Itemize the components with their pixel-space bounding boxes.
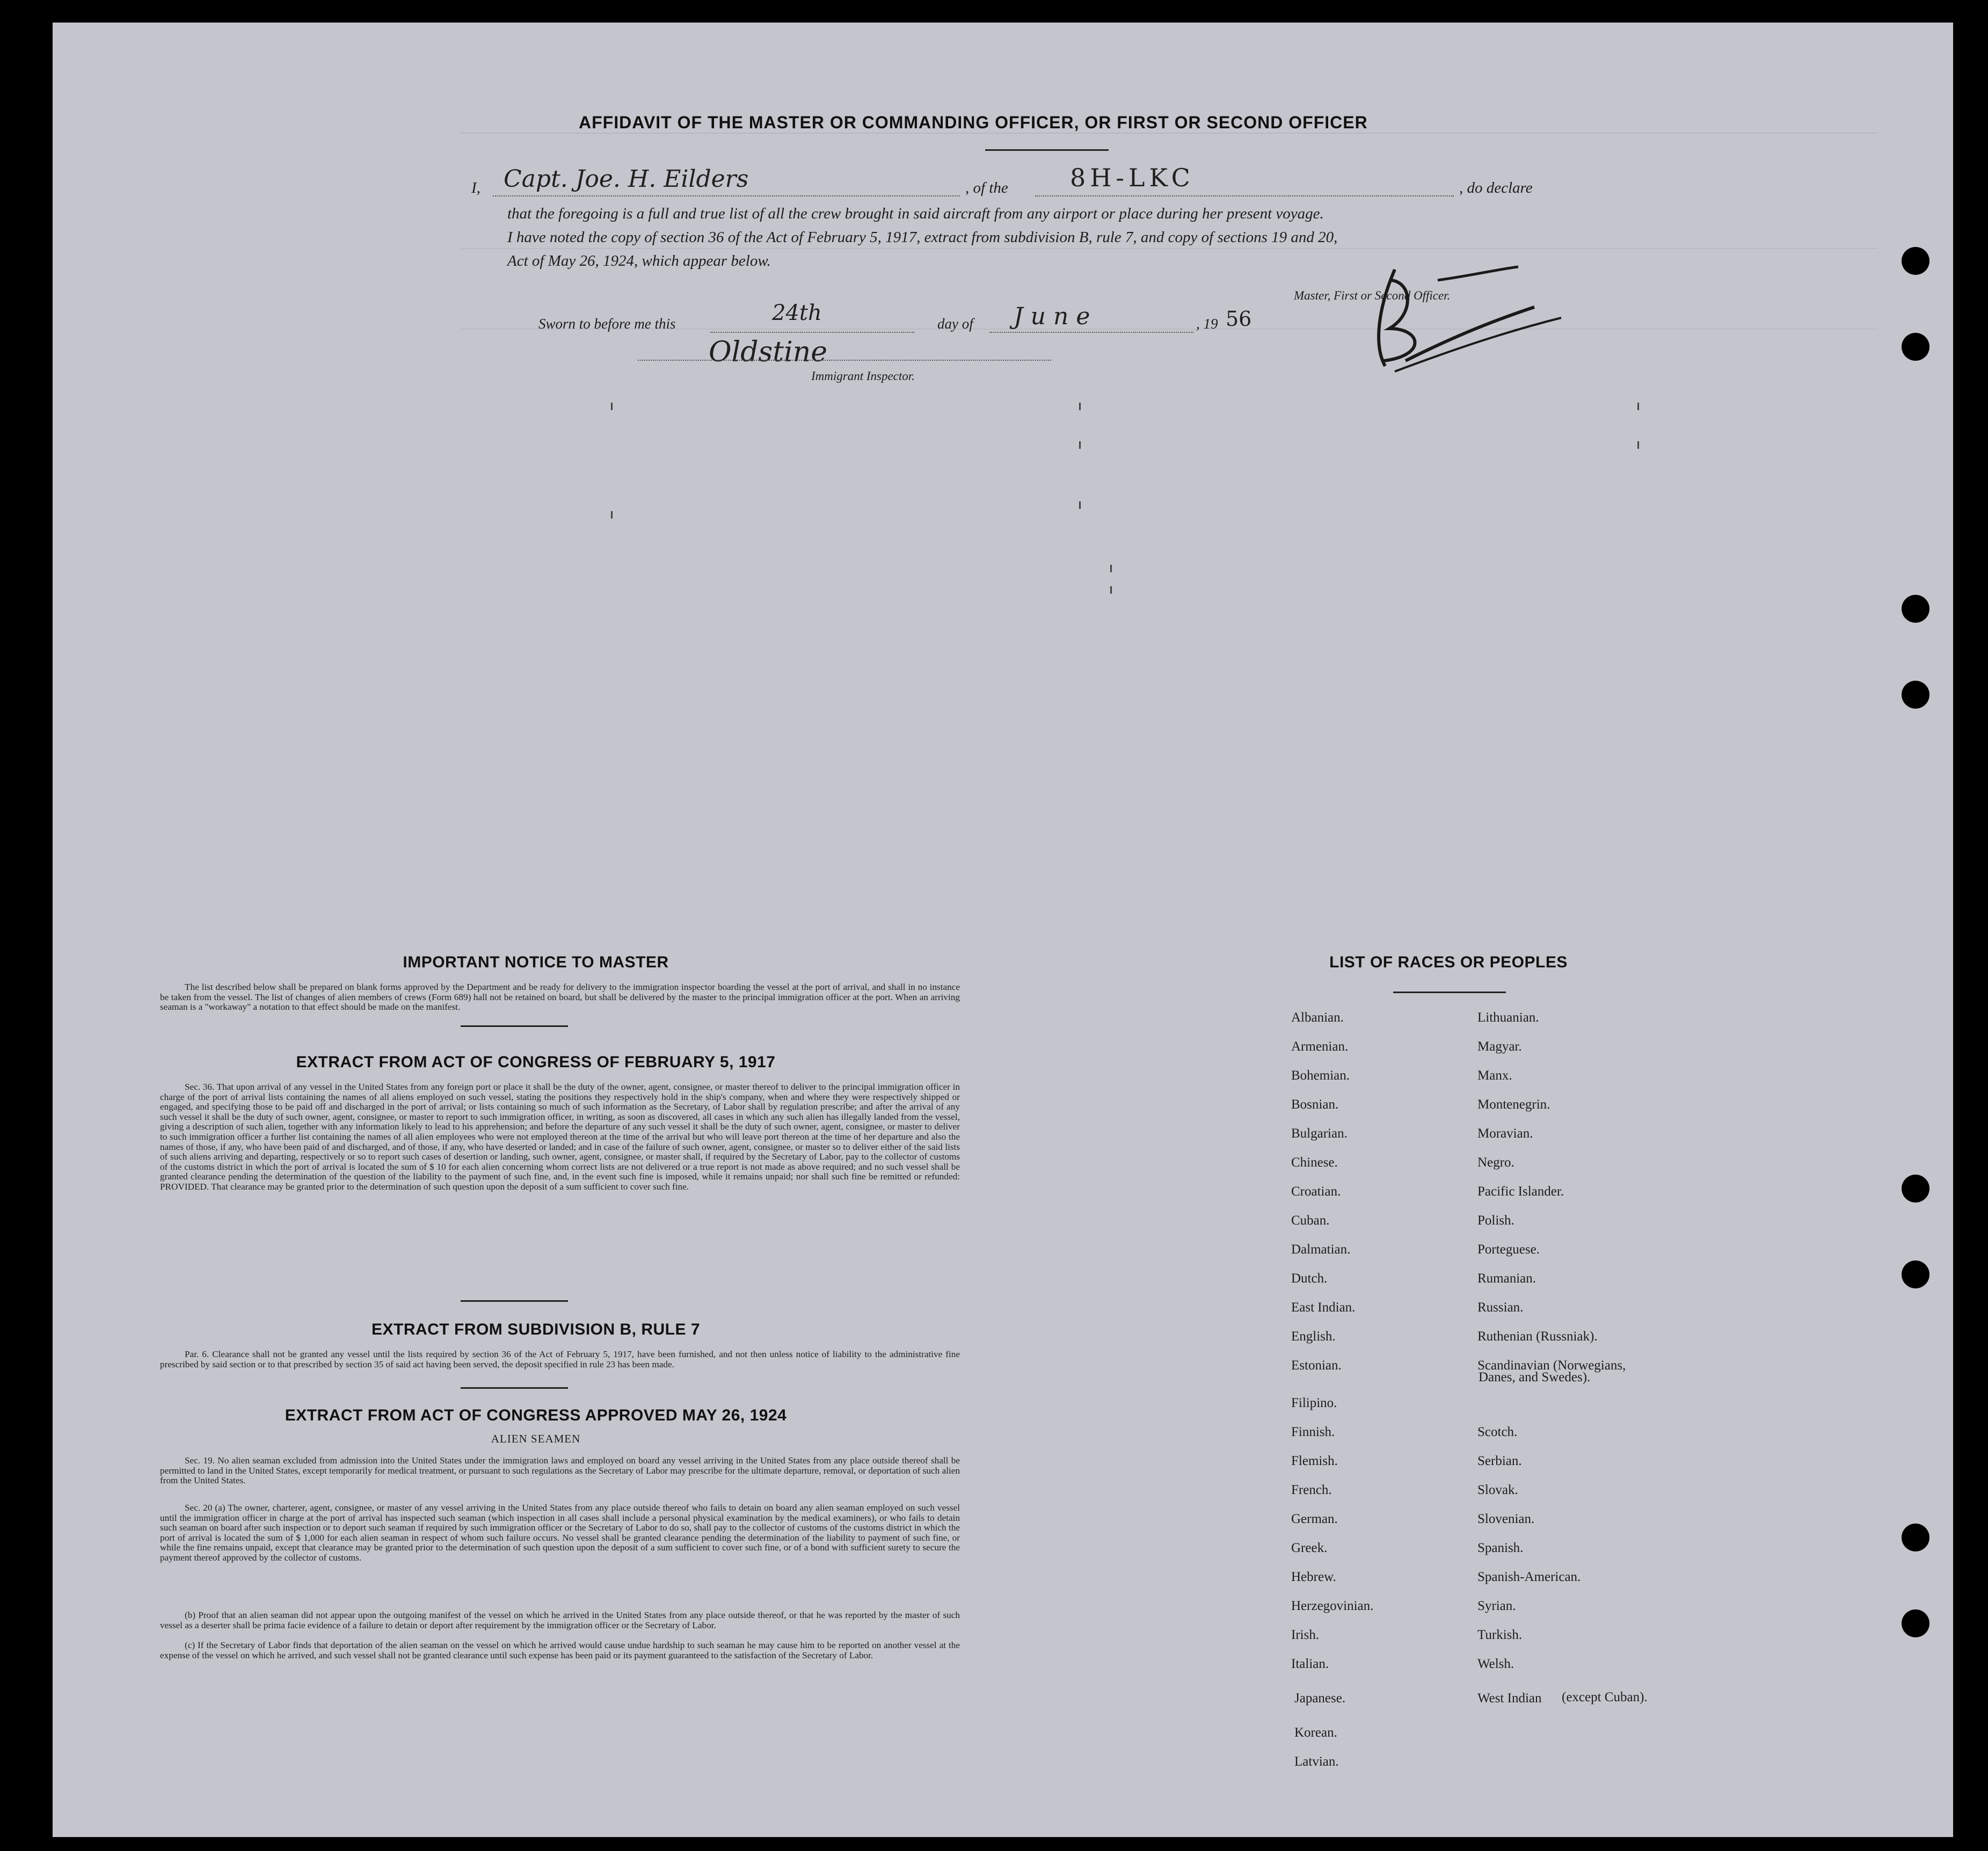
extract-1917-text: Sec. 36. That upon arrival of any vessel in the United States from any foreign port or place it shall be the duty of the owner, agent, consignee, or master thereof to deliver to the principal immigration officer in charge of the port of arrival lists containing the names of all aliens employed on such vessel, stating the positions they respectively hold in the ship's company, when and where they were respectively shipped or engaged, and specifying those to be paid off and discharged in the port of arrival; or lists containing so much of such information as the Secretary, of Labor shall by regulation prescribe; and after the arrival of any such vessel it shall be the duty of such owner, agent, consignee, or master to report to such immigration officer, in writing, as soon as discovered, all cases in which any such alien has illegally landed from the vessel, giving a description of such alien, together with any information likely to lead to his apprehension; and before the departure of any such vessel it shall be the duty of such owner, agent, consignee, or master to deliver to such immigration officer a further list containing the names of all alien employees who were not employed thereon at the time of the arrival but who will leave port thereon at the time of her departure and also the names of those, if any, who have been paid of and discharged, and of those, if any, who have deserted or landed; and in case of the failure of such owner, agent, consignee, or master so to deliver either of the said lists of such aliens arriving and departing, respectively or so to report such cases of desertion or landing, such owner, agent, consignee, or master shall, if required by the Secretary of Labor, pay to the collector of customs of the customs district in which the port of arrival is located the sum of $ 10 for each alien concerning whom correct lists are not delivered or a true report is not made as above required; and no such vessel shall be granted clearance pending the determination of the question of the liability to the payment of such fine, and, in the event such fine is imposed, while it remains unpaid; nor shall such fine be remitted or refunded: PROVIDED. That clearance may be granted prior to the determination of such question upon the deposit of a sum sufficient to cover such fine.: [160, 1082, 960, 1192]
race-item: Negro.: [1477, 1155, 1514, 1170]
bleed-through-text: [428, 98, 434, 122]
inspector-blank: [638, 360, 1051, 361]
affidavit-title: AFFIDAVIT OF THE MASTER OR COMMANDING OFFICER, OR FIRST OR SECOND OFFICER: [579, 113, 1368, 132]
race-item: Russian.: [1477, 1300, 1524, 1315]
race-item: Pacific Islander.: [1477, 1184, 1564, 1199]
race-item: Irish.: [1291, 1628, 1320, 1642]
sworn-label: Sworn to before me this: [538, 316, 676, 332]
race-item: Japanese.: [1294, 1691, 1346, 1706]
race-item: Dalmatian.: [1291, 1242, 1351, 1257]
race-item: Rumanian.: [1477, 1271, 1536, 1286]
officer-label: Master, First or Second Officer.: [1294, 289, 1451, 302]
race-continuation: (except Cuban).: [1562, 1690, 1648, 1704]
race-item: Bulgarian.: [1291, 1126, 1348, 1141]
section-divider: [461, 1025, 568, 1027]
race-item: Italian.: [1291, 1657, 1329, 1671]
extract-rule7-text: Par. 6. Clearance shall not be granted any vessel until the lists required by section 36 of the Act of February 5, 1917, have been furnished, and not then unless notice of liability to the administrative fine prescribed by said section or to that prescribed by section 35 of said act having been served, the deposit specified in rule 23 has been made.: [160, 1349, 960, 1369]
race-item: Slovenian.: [1477, 1512, 1535, 1526]
race-item: Estonian.: [1291, 1358, 1342, 1373]
race-item: Armenian.: [1291, 1039, 1349, 1054]
binder-hole: [1902, 681, 1929, 709]
sworn-month-handwritten: June: [1014, 303, 1098, 330]
section-divider: [461, 1387, 568, 1389]
column-tick: [1637, 403, 1639, 410]
race-item: Ruthenian (Russniak).: [1477, 1329, 1598, 1344]
title-underline: [985, 149, 1109, 151]
inspector-label: Immigrant Inspector.: [811, 369, 915, 383]
race-item: Montenegrin.: [1477, 1097, 1550, 1112]
race-item: Dutch.: [1291, 1271, 1328, 1286]
race-item: Flemish.: [1291, 1454, 1338, 1468]
aircraft-id-handwritten: 8H-LKC: [1070, 163, 1195, 192]
race-item: Porteguese.: [1477, 1242, 1540, 1257]
race-item: Serbian.: [1477, 1454, 1522, 1468]
race-item: Chinese.: [1291, 1155, 1338, 1170]
race-item: Turkish.: [1477, 1628, 1523, 1642]
binder-hole: [1902, 595, 1929, 623]
race-item: Lithuanian.: [1477, 1010, 1539, 1025]
race-item: Scandinavian (Norwegians,: [1477, 1358, 1626, 1373]
aircraft-blank: [1035, 195, 1454, 196]
sworn-day-handwritten: 24th: [772, 301, 822, 325]
race-item: Herzegovinian.: [1291, 1599, 1374, 1613]
column-tick: [1079, 441, 1081, 449]
bleed-through-rule: [461, 133, 1878, 134]
year-handwritten: 56: [1226, 307, 1252, 331]
affidavit-line-3: I have noted the copy of section 36 of the Act of February 5, 1917, extract from subdivision B, rule 7, and copy of sections 19 and 20,: [507, 229, 1338, 246]
race-item: Scotch.: [1477, 1425, 1518, 1439]
sec20c-text: (c) If the Secretary of Labor finds that deportation of the alien seaman on the vessel on which he arrived would cause undue hardship to such seaman he may cause him to be reported on another vessel at the expense of the vessel on which he arrived, and such vessel shall not be granted clearance until such expense has been paid or its payment guaranteed to the satisfaction of the Secretary of Labor.: [160, 1640, 960, 1660]
notice-text: The list described below shall be prepared on blank forms approved by the Department and be ready for delivery to the immigration inspector boarding the vessel at the port of arrival, and shall in no instance be taken from the vessel. The list of changes of alien members of crews (Form 689) hall not be retained on board, but shall be delivered by the master to the principal immigration officer at the port. When an arriving seaman is a "workaway" a notation to that effect should be made on the manifest.: [160, 982, 960, 1012]
race-item: Moravian.: [1477, 1126, 1533, 1141]
races-title: LIST OF RACES OR PEOPLES: [1329, 953, 1568, 971]
column-tick: [1079, 403, 1081, 410]
binder-hole: [1902, 247, 1929, 275]
column-tick: [1637, 441, 1639, 449]
extract-rule7-title: EXTRACT FROM SUBDIVISION B, RULE 7: [371, 1321, 701, 1338]
race-item: Greek.: [1291, 1541, 1328, 1555]
race-item: Filipino.: [1291, 1396, 1337, 1410]
binder-hole: [1902, 1609, 1929, 1637]
race-item: West Indian: [1477, 1691, 1542, 1706]
race-continuation: Danes, and Swedes).: [1479, 1370, 1591, 1384]
affidavit-line-2: that the foregoing is a full and true list of all the crew brought in said aircraft from any airport or place during her present voyage.: [507, 205, 1324, 222]
race-item: Albanian.: [1291, 1010, 1344, 1025]
of-the-label: , of the: [965, 179, 1008, 196]
column-tick: [611, 511, 613, 519]
column-tick: [611, 403, 613, 410]
race-item: Spanish-American.: [1477, 1570, 1581, 1584]
inspector-signature: Oldstine: [709, 336, 828, 368]
race-item: Korean.: [1294, 1725, 1337, 1740]
race-item: Syrian.: [1477, 1599, 1516, 1613]
document-page: [53, 23, 1953, 1837]
column-tick: [1110, 586, 1112, 594]
race-item: English.: [1291, 1329, 1336, 1344]
affidavit-line-4: Act of May 26, 1924, which appear below.: [507, 252, 771, 269]
race-item: East Indian.: [1291, 1300, 1356, 1315]
extract-1917-title: EXTRACT FROM ACT OF CONGRESS OF FEBRUARY 5, 1917: [296, 1053, 776, 1071]
race-item: Cuban.: [1291, 1213, 1330, 1228]
i-label: I,: [471, 179, 480, 196]
race-item: Manx.: [1477, 1068, 1512, 1083]
binder-hole: [1902, 1260, 1929, 1288]
do-declare-label: , do declare: [1459, 179, 1533, 196]
race-item: Spanish.: [1477, 1541, 1524, 1555]
races-title-underline: [1393, 992, 1506, 993]
race-item: Latvian.: [1294, 1754, 1339, 1769]
sec19-text: Sec. 19. No alien seaman excluded from admission into the United States under the immigration laws and employed on board any vessel arriving in the United States from any place outside thereof shall be permitted to land in the United States, except temporarily for medical treatment, or pursuant to such regulations as the Secretary of Labor may prescribe for the ultimate departure, removal, or deportation of such alien from the United States.: [160, 1455, 960, 1486]
sec20b-text: (b) Proof that an alien seaman did not appear upon the outgoing manifest of the vessel on which he arrived in the United States from any place outside thereof, or that he was reported by the master of such vessel as a deserter shall be prima facie evidence of a failure to detain or deport after requirement by the immigration officer or the Secretary of Labor.: [160, 1610, 960, 1630]
year-prefix: , 19: [1196, 316, 1218, 332]
race-item: Welsh.: [1477, 1657, 1514, 1671]
binder-hole: [1902, 333, 1929, 361]
sworn-day-blank: [710, 332, 914, 333]
column-tick: [1110, 565, 1112, 572]
binder-hole: [1902, 1524, 1929, 1551]
master-name-handwritten: Capt. Joe. H. Eilders: [504, 165, 749, 193]
race-item: Slovak.: [1477, 1483, 1518, 1497]
sec20a-text: Sec. 20 (a) The owner, charterer, agent, consignee, or master of any vessel arriving in the United States from any place outside thereof who fails to detain on board any alien seaman employed on such vessel until the immigration officer in charge at the port of arrival has inspected such seaman (which inspection in all cases shall include a personal physical examination by the medical examiners), or who fails to detain such seaman on board after such inspection or to deport such seaman if required by such immigration officer or the Secretary of Labor to do so, shall pay to the collector of customs of the customs district in which the port of arrival is located the sum of $ 1,000 for each alien seaman in respect of whom such failure occurs. No vessel shall be granted clearance pending the determination of the liability to payment of such fine, or while the fine remains unpaid, except that clearance may be granted prior to the determination of such question upon the deposit of a sum sufficient to cover such fine, or of a bond with sufficient surety to secure the payment thereof approved by the collector of customs.: [160, 1503, 960, 1563]
column-tick: [1079, 501, 1081, 509]
race-item: Hebrew.: [1291, 1570, 1336, 1584]
extract-1924-title: EXTRACT FROM ACT OF CONGRESS APPROVED MAY 26, 1924: [285, 1407, 787, 1424]
notice-title: IMPORTANT NOTICE TO MASTER: [403, 953, 669, 971]
section-divider: [461, 1300, 568, 1302]
name-blank: [493, 195, 960, 196]
race-item: French.: [1291, 1483, 1332, 1497]
race-item: Magyar.: [1477, 1039, 1522, 1054]
officer-signature: [1357, 248, 1583, 377]
race-item: Bosnian.: [1291, 1097, 1339, 1112]
race-item: Croatian.: [1291, 1184, 1341, 1199]
day-of-label: day of: [937, 316, 973, 332]
sworn-month-blank: [989, 332, 1193, 333]
race-item: Finnish.: [1291, 1425, 1335, 1439]
binder-hole: [1902, 1175, 1929, 1203]
alien-seamen-subtitle: ALIEN SEAMEN: [491, 1432, 581, 1445]
race-item: Bohemian.: [1291, 1068, 1350, 1083]
bleed-through-rule: [461, 248, 1878, 249]
race-item: German.: [1291, 1512, 1338, 1526]
race-item: Polish.: [1477, 1213, 1514, 1228]
